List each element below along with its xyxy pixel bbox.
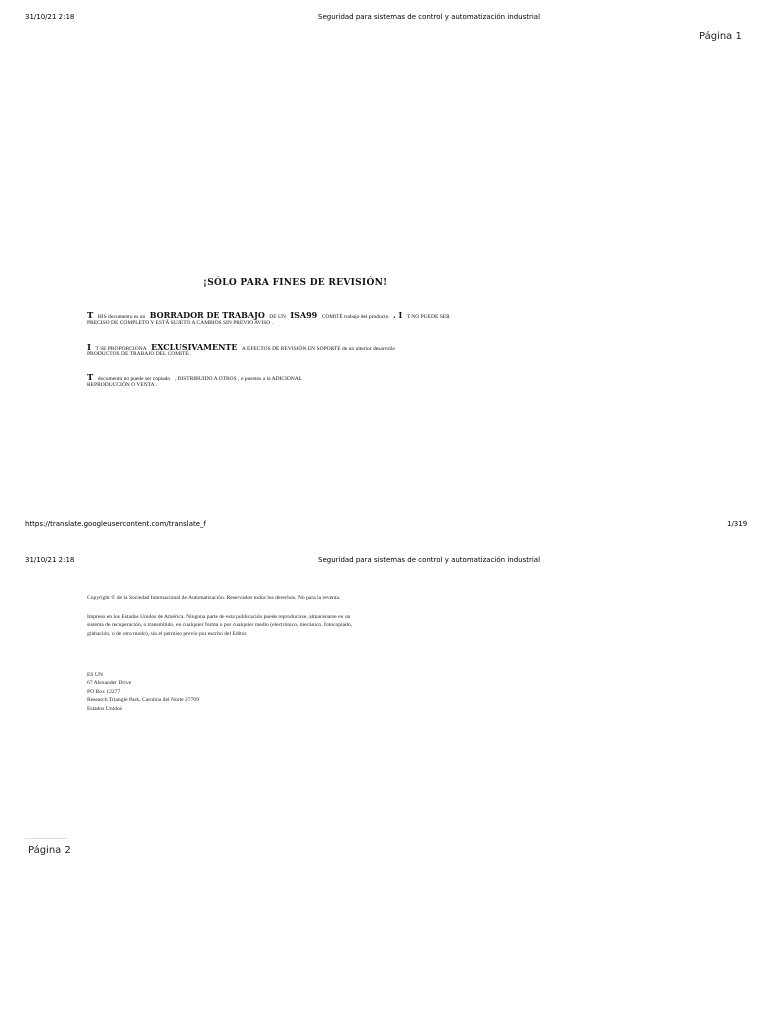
footer-page-count: 1/319 (727, 520, 748, 528)
address-line: PO Box 12277 (87, 688, 121, 695)
para3-line2: REPRODUCCIÓN O VENTA . (87, 382, 158, 388)
printed-line: sistema de recuperación, o transmitido, en cualquier forma o por cualquier medio (electrónico, mecánico, fotocopiado, (87, 622, 353, 629)
page-label: Página 1 (699, 31, 742, 42)
text: HIS documento es un (97, 314, 146, 320)
divider (25, 838, 67, 839)
emphasis: BORRADOR DE TRABAJO (149, 310, 265, 320)
text: , DISTRIBUIDO A OTROS , o puestos a la ADICIONAL (174, 376, 303, 382)
address-line: 67 Alexander Drive (87, 680, 132, 687)
text: T NO PUEDE SER (406, 314, 450, 320)
publisher-address (87, 671, 199, 713)
printed-line: Impreso en los Estados Unidos de América. Ninguna parte de esta publicación puede reproducirse, almacenarse en un (87, 614, 351, 620)
header-date: 31/10/21 2:18 (25, 556, 75, 564)
emphasis: ISA99 (290, 310, 318, 320)
address-line: Research Triangle Park, Carolina del Norte 27709 (87, 697, 200, 704)
drop-cap: T (87, 373, 94, 383)
printed-notice (87, 613, 352, 638)
text: COMITÉ trabajo del producto (321, 314, 389, 320)
para2-line2: PRODUCTOS DE TRABAJO DEL COMITÉ . (87, 351, 192, 357)
header-title: Seguridad para sistemas de control y automatización industrial (318, 556, 541, 564)
review-title: ¡SÓLO PARA FINES DE REVISIÓN! (203, 278, 388, 288)
text: T SE PROPORCIONA (95, 346, 147, 352)
address-line: ES UN (87, 672, 104, 678)
drop-cap: T (87, 311, 94, 321)
address-line: Estados Unidos (87, 705, 122, 712)
printed-line: grabación, o de otro modo), sin el permiso previo por escrito del Editor. (87, 630, 248, 637)
drop-cap: . I (392, 310, 403, 320)
copyright-notice: Copyright © de la Sociedad Internacional de Automatización. Reservados todos los derechos. No para la reventa. (87, 595, 341, 601)
footer-url[interactable]: https://translate.googleusercontent.com/translate_f (25, 520, 206, 528)
para1-line2: PRECISO DE COMPLETO Y ESTÁ SUJETO A CAMBIOS SIN PREVIO AVISO . (87, 320, 274, 326)
page-label: Página 2 (28, 845, 71, 856)
review-notice (87, 305, 487, 395)
text: DE UN (269, 314, 286, 320)
text: A EFECTOS DE REVISIÓN EN SOPORTE de un ulterior desarrollo (241, 346, 396, 352)
drop-cap: I (87, 343, 91, 353)
header-title: Seguridad para sistemas de control y automatización industrial (318, 13, 541, 21)
text: documento no puede ser copiado (97, 376, 171, 382)
emphasis: EXCLUSIVAMENTE (151, 342, 238, 352)
header-date: 31/10/21 2:18 (25, 13, 75, 21)
